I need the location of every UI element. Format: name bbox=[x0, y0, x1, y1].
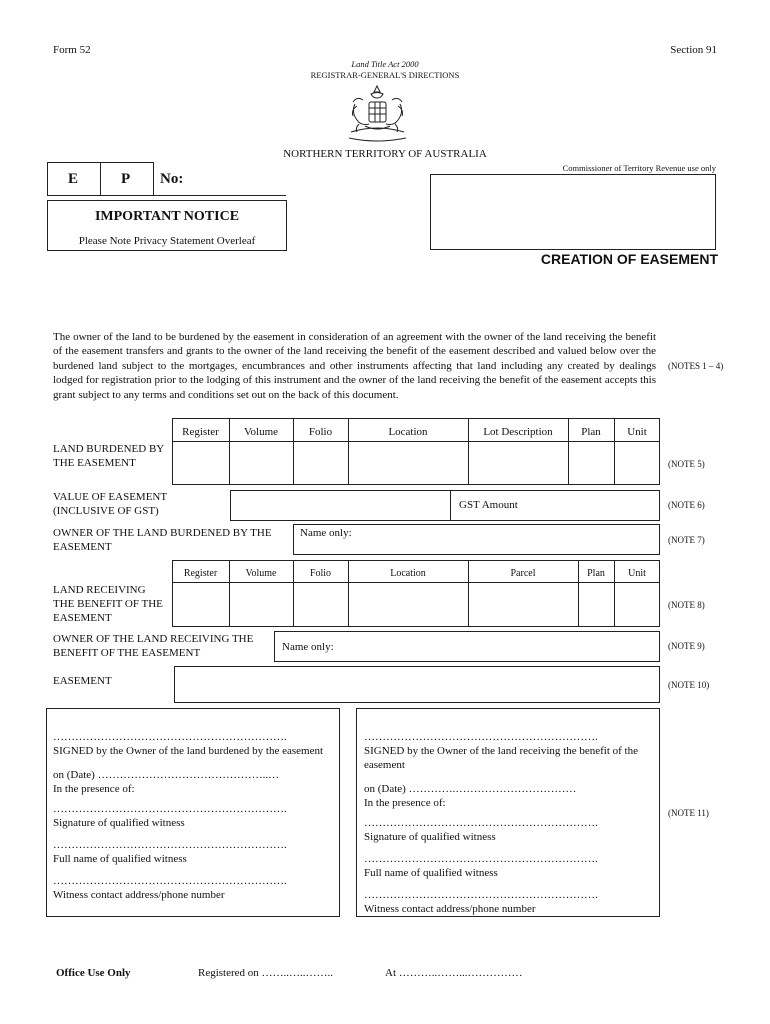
owner-signature-line[interactable]: ………………………………………………………. bbox=[364, 731, 598, 743]
signature-receiving-section bbox=[364, 730, 654, 916]
witness-contact-label: Witness contact address/phone number bbox=[53, 889, 225, 901]
witness-contact-line[interactable]: ………………………………………………………. bbox=[53, 875, 287, 887]
date-line[interactable]: on (Date) ………………………………………..… bbox=[53, 769, 280, 781]
ep-no-line[interactable] bbox=[154, 195, 286, 196]
owner-burdened-name-label: Name only: bbox=[300, 527, 352, 539]
note-10: (NOTE 10) bbox=[668, 680, 710, 690]
value-field[interactable] bbox=[230, 490, 660, 521]
owner-receiving-label: OWNER OF THE LAND RECEIVING THE BENEFIT OF THE EASEMENT bbox=[53, 633, 254, 659]
owner-burdened-label: OWNER OF THE LAND BURDENED BY THE EASEMENT bbox=[53, 527, 272, 553]
receiving-header-rule bbox=[172, 582, 660, 583]
witness-name-label: Full name of qualified witness bbox=[364, 867, 498, 879]
value-label: VALUE OF EASEMENT (INCLUSIVE OF GST) bbox=[53, 491, 167, 517]
coat-of-arms-icon bbox=[345, 82, 410, 146]
date-line[interactable]: on (Date) ………….…………………………… bbox=[364, 783, 577, 795]
col-plan: Plan bbox=[581, 426, 601, 438]
col-parcel: Parcel bbox=[510, 568, 536, 579]
owner-signature-line[interactable]: ………………………………………………………. bbox=[53, 731, 287, 743]
witness-name-line[interactable]: ………………………………………………………. bbox=[53, 839, 287, 851]
witness-signature-line[interactable]: ………………………………………………………. bbox=[364, 817, 598, 829]
value-divider bbox=[450, 490, 451, 521]
easement-field[interactable] bbox=[174, 666, 660, 703]
commissioner-label: Commissioner of Territory Revenue use only bbox=[562, 163, 716, 173]
ep-e: E bbox=[68, 171, 79, 187]
note-6: (NOTE 6) bbox=[668, 500, 705, 510]
note-11: (NOTE 11) bbox=[668, 808, 709, 818]
col-location: Location bbox=[388, 426, 428, 438]
witness-signature-line[interactable]: ………………………………………………………. bbox=[53, 803, 287, 815]
intro-paragraph: The owner of the land to be burdened by the easement in consideration of an agreement with the owner of the land receiving the benefit of the easement transfers and grants to the owner of the land receiving the benefit of the easement described and valued below over the burdened land subject to the mortgages, encumbrances and other instruments affecting that land including any created by dealings lodged for registration prior to the lodging of this instrument and the owner of the land receiving the benefit of the easement accepts this grant subject to any terms and conditions set out on the back of this document. bbox=[53, 331, 656, 401]
col-unit: Unit bbox=[627, 426, 647, 438]
land-burdened-label: LAND BURDENED BY THE EASEMENT bbox=[53, 443, 164, 469]
witness-contact-label: Witness contact address/phone number bbox=[364, 903, 536, 915]
registered-at: At ………..……...…………… bbox=[385, 967, 523, 979]
territory-title: NORTHERN TERRITORY OF AUSTRALIA bbox=[283, 148, 487, 160]
easement-label: EASEMENT bbox=[53, 675, 112, 687]
section-number: Section 91 bbox=[670, 44, 717, 56]
land-receiving-label: LAND RECEIVING THE BENEFIT OF THE EASEMENT bbox=[53, 584, 163, 624]
office-use-label: Office Use Only bbox=[56, 967, 131, 979]
col-folio: Folio bbox=[309, 568, 332, 579]
col-volume: Volume bbox=[245, 568, 277, 579]
witness-contact-line[interactable]: ………………………………………………………. bbox=[364, 889, 598, 901]
witness-name-line[interactable]: ………………………………………………………. bbox=[364, 853, 598, 865]
directions: REGISTRAR-GENERAL'S DIRECTIONS bbox=[310, 70, 460, 80]
col-folio: Folio bbox=[308, 426, 333, 438]
notes-1-4: (NOTES 1 – 4) bbox=[668, 361, 724, 371]
notice-text: Please Note Privacy Statement Overleaf bbox=[78, 235, 256, 247]
signature-burdened-section bbox=[53, 730, 333, 902]
presence-label: In the presence of: bbox=[53, 783, 135, 795]
signed-burdened-text: SIGNED by the Owner of the land burdened by the easement bbox=[53, 745, 324, 757]
col-volume: Volume bbox=[243, 426, 279, 438]
act-name: Land Title Act 2000 bbox=[351, 59, 419, 69]
ep-no-label: No: bbox=[160, 171, 184, 187]
col-location: Location bbox=[390, 568, 426, 579]
owner-receiving-name-label: Name only: bbox=[282, 641, 334, 653]
witness-signature-label: Signature of qualified witness bbox=[53, 817, 185, 829]
signed-receiving-text: SIGNED by the Owner of the land receiving the benefit of the easement bbox=[364, 745, 638, 771]
gst-amount-label: GST Amount bbox=[459, 499, 518, 511]
presence-label: In the presence of: bbox=[364, 797, 446, 809]
note-8: (NOTE 8) bbox=[668, 600, 705, 610]
burdened-header-rule bbox=[172, 441, 660, 442]
form-title: CREATION OF EASEMENT bbox=[540, 251, 718, 267]
col-lot-description: Lot Description bbox=[483, 426, 553, 438]
notice-title: IMPORTANT NOTICE bbox=[94, 209, 240, 224]
commissioner-box[interactable] bbox=[430, 174, 716, 250]
note-5: (NOTE 5) bbox=[668, 459, 705, 469]
witness-name-label: Full name of qualified witness bbox=[53, 853, 187, 865]
note-7: (NOTE 7) bbox=[668, 535, 705, 545]
note-9: (NOTE 9) bbox=[668, 641, 705, 651]
form-number: Form 52 bbox=[53, 44, 91, 56]
ep-p: P bbox=[121, 171, 131, 187]
col-register: Register bbox=[183, 568, 218, 579]
witness-signature-label: Signature of qualified witness bbox=[364, 831, 496, 843]
registered-on: Registered on ……..…..…….. bbox=[198, 967, 334, 979]
col-plan: Plan bbox=[587, 568, 605, 579]
ep-divider bbox=[100, 162, 101, 196]
col-unit: Unit bbox=[628, 568, 646, 579]
col-register: Register bbox=[182, 426, 219, 438]
